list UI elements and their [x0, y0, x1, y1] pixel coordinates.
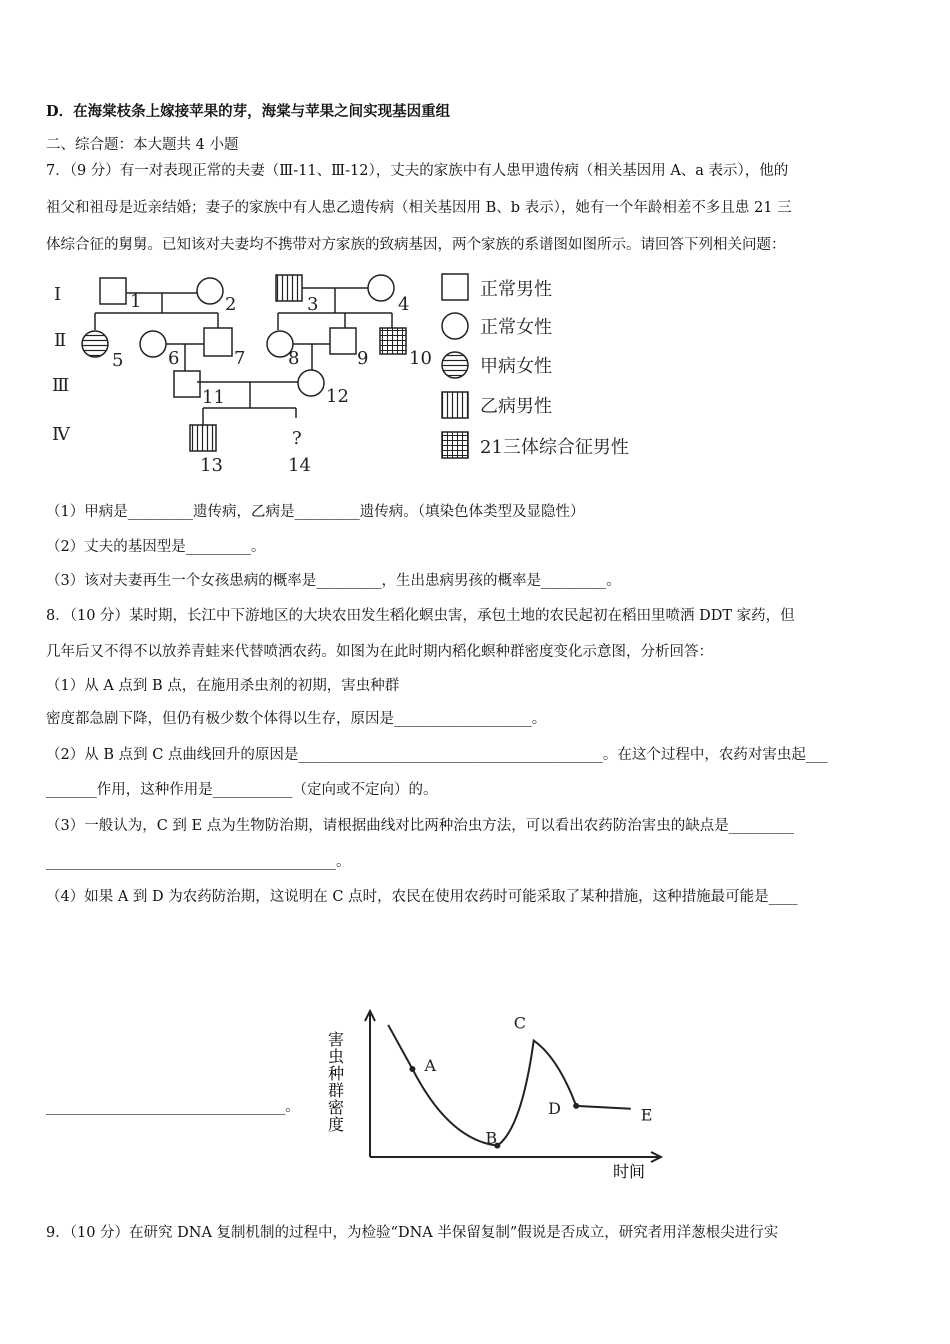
individual-13 — [190, 425, 216, 451]
pedigree-chart — [40, 268, 660, 480]
point-d — [573, 1103, 579, 1109]
id-8: 8 — [288, 348, 300, 369]
point-label-e: E — [640, 1105, 653, 1125]
id-6: 6 — [168, 348, 180, 369]
y-axis-label: 害虫种群密度 — [325, 1031, 345, 1133]
legend-normal-male-symbol — [442, 274, 468, 300]
individual-9 — [330, 328, 356, 354]
section-heading: 二、综合题：本大题共 4 小题 — [46, 137, 239, 153]
population-density-chart — [325, 1005, 670, 1185]
legend-normal-female-symbol — [442, 313, 468, 339]
legend-down-syndrome-male-symbol — [442, 432, 468, 458]
point-label-b: B — [485, 1128, 498, 1148]
id-5: 5 — [112, 350, 124, 371]
gen-label-2: Ⅱ — [54, 330, 67, 351]
legend-disease-a-female: 甲病女性 — [480, 356, 552, 377]
point-label-d: D — [548, 1098, 561, 1118]
q7-text-3: 体综合征的舅舅。已知该对夫妻均不携带对方家族的致病基因，两个家族的系谱图如图所示。请回答下列相关问题： — [46, 237, 786, 253]
id-12: 12 — [326, 386, 349, 407]
id-question: ? — [292, 428, 302, 449]
individual-5 — [82, 331, 108, 357]
q9-text-1: 9．（10 分）在研究 DNA 复制机制的过程中，为检验“DNA 半保留复制”假说是否成立，研究者用洋葱根尖进行实 — [46, 1225, 779, 1241]
individual-10 — [380, 328, 406, 354]
id-4: 4 — [398, 294, 410, 315]
legend-disease-b-male-symbol — [442, 392, 468, 418]
point-label-a: A — [424, 1055, 437, 1075]
id-10: 10 — [409, 348, 432, 369]
q8-part2-b: _______作用，这种作用是___________（定向或不定向）的。 — [46, 782, 438, 798]
id-3: 3 — [307, 294, 319, 315]
point-label-c: C — [513, 1013, 526, 1033]
q8-part2-a: （2）从 B 点到 C 点曲线回升的原因是__________________________________________。在这个过程中，农药对害虫起___ — [46, 747, 828, 763]
q7-part2: （2）丈夫的基因型是_________。 — [46, 539, 266, 555]
legend-normal-female: 正常女性 — [480, 317, 552, 338]
legend-normal-male: 正常男性 — [480, 279, 552, 300]
q8-part3-a: （3）一般认为，C 到 E 点为生物防治期，请根据曲线对比两种治虫方法，可以看出农药防治害虫的缺点是_________ — [46, 818, 794, 834]
individual-1 — [100, 278, 126, 304]
q8-text-2: 几年后又不得不以放养青蛙来代替喷洒农药。如图为在此时期内稻化螟种群密度变化示意图，分析回答： — [46, 644, 713, 660]
density-curve — [388, 1025, 631, 1146]
gen-label-3: Ⅲ — [52, 375, 70, 396]
gen-label-4: Ⅳ — [52, 424, 70, 445]
individual-3 — [276, 275, 302, 301]
id-2: 2 — [225, 294, 237, 315]
individual-12 — [298, 370, 324, 396]
q8-part3-b: ________________________________________。 — [46, 854, 351, 870]
q8-part4-a: （4）如果 A 到 D 为农药防治期，这说明在 C 点时，农民在使用农药时可能采取了某种措施，这种措施最可能是____ — [46, 889, 798, 905]
option-d: D．在海棠枝条上嫁接苹果的芽，海棠与苹果之间实现基因重组 — [46, 103, 451, 120]
q8-text-1: 8．（10 分）某时期，长江中下游地区的大块农田发生稻化螟虫害，承包土地的农民起初在稻田里喷洒 DDT 家药，但 — [46, 608, 795, 624]
legend-disease-a-female-symbol — [442, 352, 468, 378]
individual-4 — [368, 275, 394, 301]
id-14: 14 — [288, 455, 311, 476]
q7-text-2: 祖父和祖母是近亲结婚；妻子的家族中有人患乙遗传病（相关基因用 B、b 表示），她有一个年龄相差不多且患 21 三 — [46, 200, 792, 216]
gen-label-1: Ⅰ — [54, 284, 62, 305]
individual-6 — [140, 331, 166, 357]
legend-down-syndrome-male: 21三体综合征男性 — [480, 437, 629, 458]
individual-11 — [174, 371, 200, 397]
q8-part4-b: _________________________________。 — [46, 1099, 300, 1115]
q8-part1-b: 密度都急剧下降，但仍有极少数个体得以生存，原因是___________________。 — [46, 711, 547, 727]
id-7: 7 — [234, 348, 246, 369]
q7-part1: （1）甲病是_________遗传病，乙病是_________遗传病。（填染色体类型及显隐性） — [46, 504, 585, 520]
q8-part1-a: （1）从 A 点到 B 点，在施用杀虫剂的初期，害虫种群 — [46, 678, 400, 694]
q7-part3: （3）该对夫妻再生一个女孩患病的概率是_________，生出患病男孩的概率是_________。 — [46, 573, 621, 589]
legend-disease-b-male: 乙病男性 — [480, 396, 552, 417]
individual-2 — [197, 278, 223, 304]
id-13: 13 — [200, 455, 223, 476]
id-9: 9 — [357, 348, 369, 369]
point-a — [409, 1066, 415, 1072]
id-11: 11 — [202, 387, 225, 408]
x-axis-label: 时间 — [613, 1162, 646, 1181]
id-1: 1 — [130, 291, 142, 312]
individual-7 — [204, 328, 232, 356]
q7-text-1: 7．（9 分）有一对表现正常的夫妻（Ⅲ-11、Ⅲ-12），丈夫的家族中有人患甲遗传病（相关基因用 A、a 表示），他的 — [46, 163, 789, 179]
